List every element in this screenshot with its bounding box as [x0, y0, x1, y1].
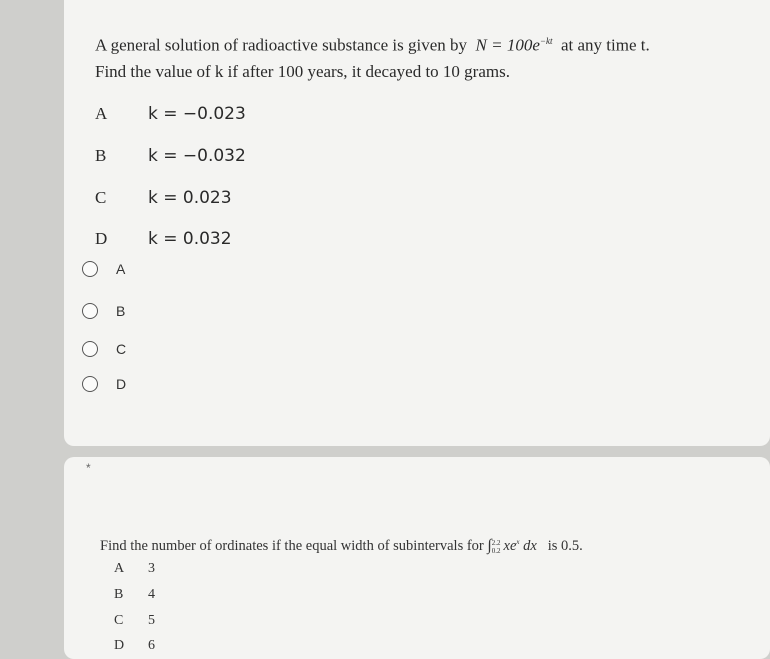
q2-option-b-value: 4	[148, 587, 155, 602]
integral-sign: ∫	[487, 537, 492, 554]
q1-option-c-value: k = 0.023	[148, 188, 232, 208]
q2-option-c-letter: C	[114, 613, 124, 628]
q1-option-a-value: k = −0.023	[148, 104, 246, 124]
differential: dx	[523, 538, 537, 554]
integrand-exponent: x	[516, 538, 520, 547]
question-2-text	[100, 537, 583, 555]
q2-option-a-letter: A	[114, 561, 125, 576]
q2-option-d-value: 6	[148, 638, 155, 653]
question-1-formula: N = 100e	[475, 35, 540, 55]
q1-choice-a[interactable]	[82, 258, 125, 280]
q1-option-c-letter: C	[95, 188, 107, 207]
question-2-suffix: is 0.5.	[547, 538, 583, 554]
q2-option-a-value: 3	[148, 561, 155, 576]
integral-upper-limit: 2.2	[491, 538, 501, 547]
q2-option-b-letter: B	[114, 587, 124, 602]
radio-label-a: A	[116, 261, 126, 277]
q2-option-d-letter: D	[114, 638, 125, 653]
q1-option-b-letter: B	[95, 146, 107, 165]
question-card-2	[64, 457, 770, 659]
question-1-suffix: at any time t.	[560, 35, 650, 55]
q1-choice-b[interactable]	[82, 300, 125, 322]
radio-button-b[interactable]	[82, 303, 98, 319]
q1-option-b-value: k = −0.032	[148, 146, 246, 166]
question-2-prefix: Find the number of ordinates if the equal width of subintervals for	[100, 538, 484, 554]
question-1-prompt: Find the value of k if after 100 years, it decayed to 10 grams.	[95, 62, 510, 81]
q1-choice-c[interactable]	[82, 338, 126, 360]
radio-button-c[interactable]	[82, 341, 98, 357]
integral-lower-limit: 0.2	[491, 546, 501, 555]
radio-label-b: B	[116, 303, 126, 319]
q2-option-c-value: 5	[148, 613, 155, 628]
q1-option-a-letter: A	[95, 104, 108, 123]
q1-option-d-letter: D	[95, 229, 108, 248]
radio-label-c: C	[116, 341, 127, 357]
question-1-formula-exponent: −kt	[539, 36, 553, 46]
radio-label-d: D	[116, 376, 127, 392]
required-mark: *	[86, 461, 91, 475]
question-1-prefix: A general solution of radioactive substance is given by	[95, 35, 468, 55]
q1-choice-d[interactable]	[82, 373, 126, 395]
q1-option-d-value: k = 0.032	[148, 229, 232, 249]
question-1-text	[95, 30, 650, 57]
integrand: xe	[503, 538, 517, 554]
radio-button-d[interactable]	[82, 376, 98, 392]
radio-button-a[interactable]	[82, 261, 98, 277]
